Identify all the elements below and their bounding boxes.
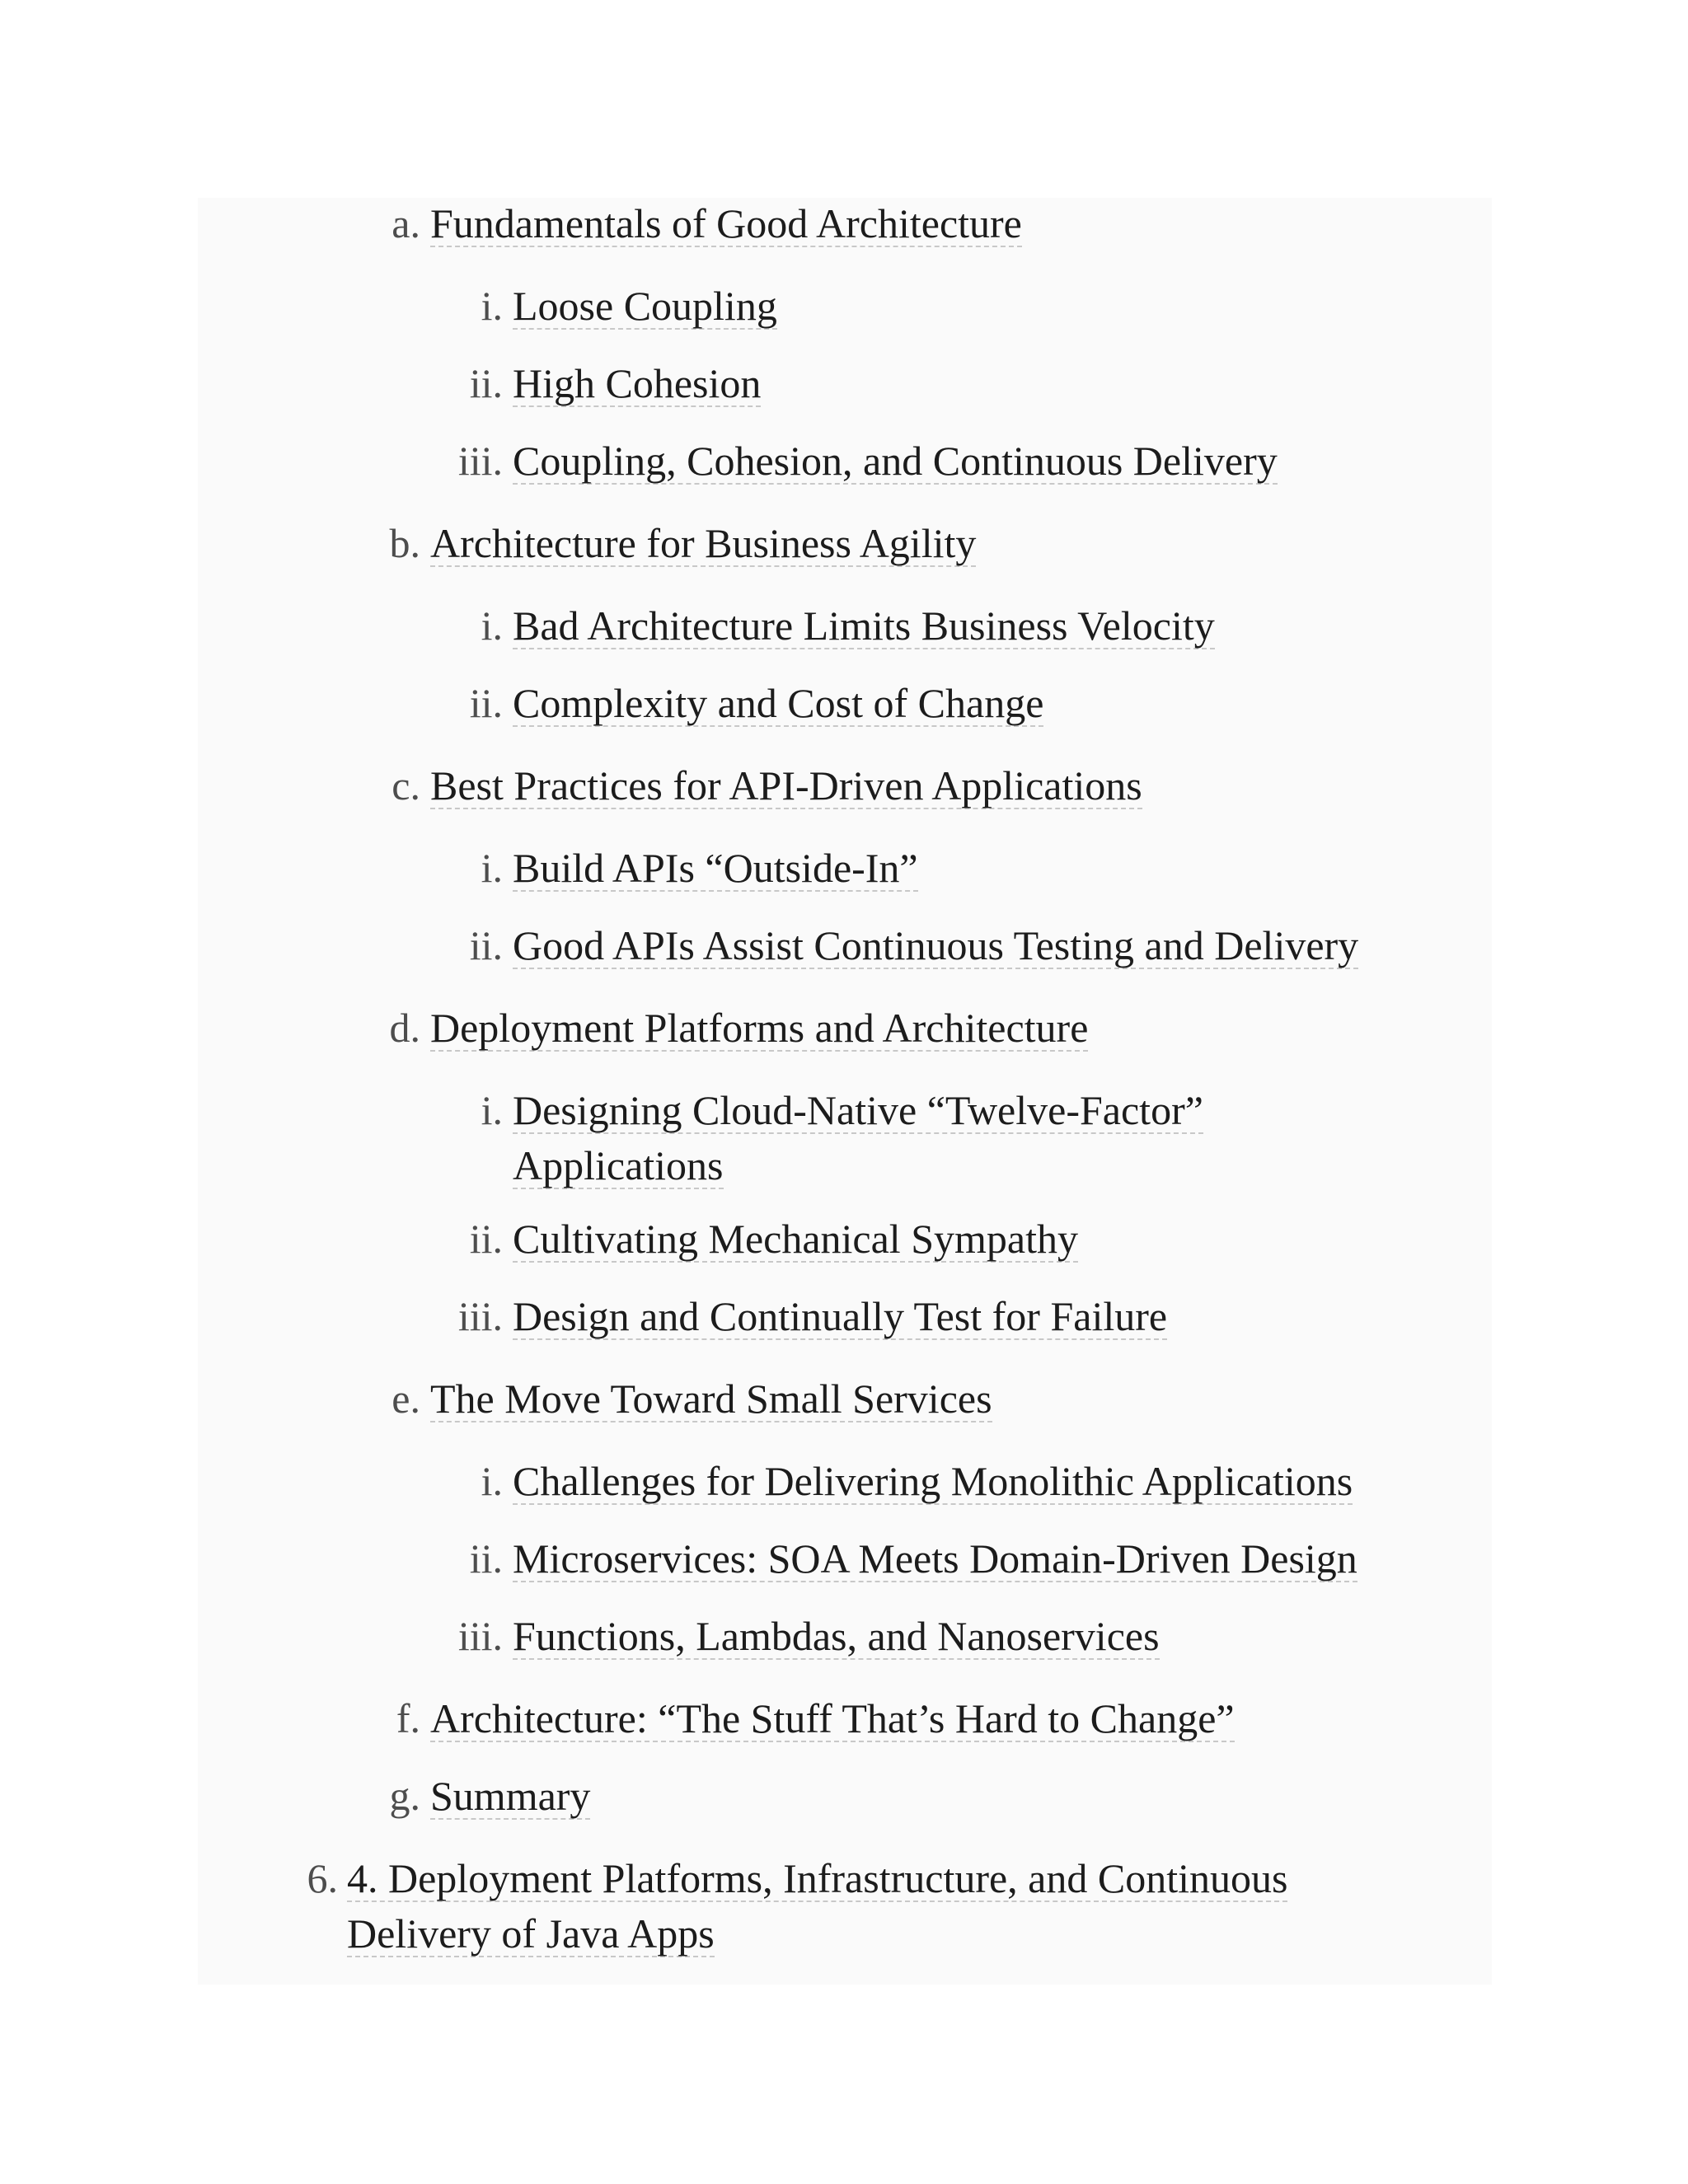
toc-link[interactable]: Coupling, Cohesion, and Continuous Delivery (513, 438, 1278, 484)
toc-link[interactable]: Functions, Lambdas, and Nanoservices (513, 1613, 1160, 1659)
list-marker: ii. (469, 922, 503, 968)
toc-link[interactable]: Design and Continually Test for Failure (513, 1293, 1168, 1339)
toc-link[interactable]: Deployment Platforms and Architecture (430, 1005, 1089, 1051)
toc-link[interactable]: Fundamentals of Good Architecture (430, 200, 1022, 246)
list-marker: i. (481, 1087, 503, 1133)
toc-link[interactable]: Build APIs “Outside-In” (513, 845, 918, 891)
list-marker: ii. (469, 680, 503, 726)
list-marker: b. (389, 520, 420, 566)
toc-link[interactable]: The Move Toward Small Services (430, 1376, 992, 1422)
list-marker: i. (481, 602, 503, 649)
toc-link[interactable]: High Cohesion (513, 360, 762, 406)
list-marker: iii. (457, 1293, 503, 1339)
toc-link[interactable]: Good APIs Assist Continuous Testing and Delivery (513, 922, 1359, 968)
list-marker: i. (481, 845, 503, 891)
toc-link[interactable]: Bad Architecture Limits Business Velocity (513, 602, 1215, 649)
toc-link[interactable]: Architecture for Business Agility (430, 520, 977, 566)
list-marker: e. (392, 1376, 420, 1422)
list-marker: 6. (307, 1855, 338, 1901)
list-marker: ii. (469, 1535, 503, 1582)
list-marker: d. (389, 1005, 420, 1051)
list-marker: i. (481, 283, 503, 329)
toc-link[interactable]: Architecture: “The Stuff That’s Hard to Change” (430, 1695, 1235, 1741)
toc-link[interactable]: Microservices: SOA Meets Domain-Driven Design (513, 1535, 1357, 1582)
toc-link[interactable]: Summary (430, 1773, 591, 1819)
list-marker: a. (392, 200, 420, 246)
toc-link[interactable]: Challenges for Delivering Monolithic Applications (513, 1458, 1353, 1504)
list-marker: iii. (457, 1613, 503, 1659)
toc-link[interactable]: Complexity and Cost of Change (513, 680, 1044, 726)
list-marker: f. (396, 1695, 420, 1741)
list-marker: i. (481, 1458, 503, 1504)
toc-link[interactable]: Best Practices for API-Driven Applications (430, 762, 1142, 808)
list-marker: ii. (469, 360, 503, 406)
toc-link[interactable]: Designing Cloud-Native “Twelve-Factor” Applications (513, 1087, 1203, 1188)
toc-link[interactable]: Loose Coupling (513, 283, 777, 329)
list-marker: g. (389, 1773, 420, 1819)
toc-link[interactable]: Cultivating Mechanical Sympathy (513, 1216, 1078, 1262)
toc-link[interactable]: 4. Deployment Platforms, Infrastructure, and Continuous Delivery of Java Apps (347, 1855, 1288, 1957)
list-marker: c. (392, 762, 420, 808)
list-marker: ii. (469, 1216, 503, 1262)
list-marker: iii. (457, 438, 503, 484)
